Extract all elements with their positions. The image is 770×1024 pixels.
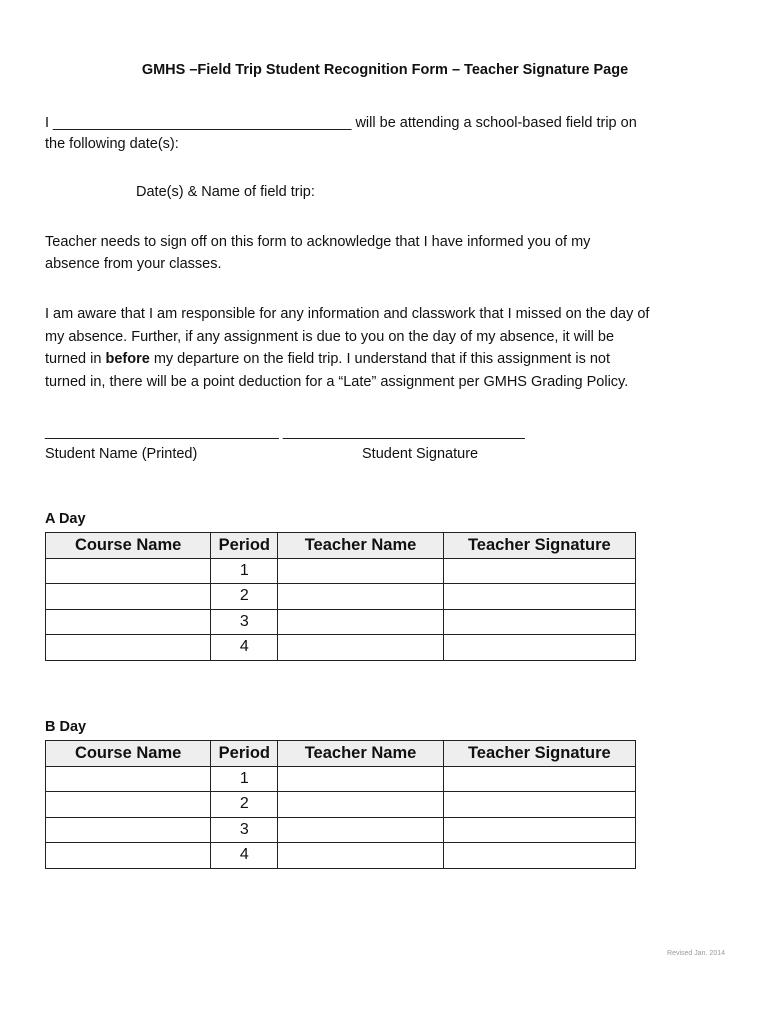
table-header-row — [46, 741, 636, 767]
table-row — [46, 558, 636, 584]
teacher-name-cell[interactable] — [278, 584, 443, 610]
paragraph-2-line-1: I am aware that I am responsible for any information and classwork that I missed on the day of — [45, 306, 650, 322]
teacher-signature-header: Teacher Signature — [443, 741, 635, 767]
paragraph-1-line-2: absence from your classes. — [45, 256, 222, 272]
teacher-signature-cell[interactable] — [443, 766, 635, 792]
paragraph-2-line-3-end: my departure on the field trip. I understand that if this assignment is not — [149, 351, 611, 367]
table-row — [46, 817, 636, 843]
a-day-table — [45, 532, 636, 661]
b-day-label: B Day — [45, 719, 87, 735]
form-title: GMHS –Field Trip Student Recognition Form – Teacher Signature Page — [141, 62, 629, 78]
teacher-name-cell[interactable] — [278, 635, 443, 661]
intro-line-2: the following date(s): — [45, 136, 179, 152]
table-header-row — [46, 533, 636, 559]
student-signature-label: Student Signature — [362, 446, 479, 462]
period-cell: 4 — [211, 843, 278, 869]
period-cell: 1 — [211, 558, 278, 584]
course-name-cell[interactable] — [46, 558, 211, 584]
course-name-cell[interactable] — [46, 766, 211, 792]
student-name-label: Student Name (Printed) — [45, 446, 198, 462]
intro-line-1: I _____________________________________ will be attending a school-based field trip on — [45, 115, 637, 131]
table-row — [46, 635, 636, 661]
course-name-cell[interactable] — [46, 635, 211, 661]
paragraph-1-line-1: Teacher needs to sign off on this form to acknowledge that I have informed you of my — [45, 234, 591, 250]
b-day-table — [45, 740, 636, 869]
teacher-signature-cell[interactable] — [443, 635, 635, 661]
teacher-name-header: Teacher Name — [278, 741, 443, 767]
table-row — [46, 792, 636, 818]
teacher-signature-cell[interactable] — [443, 817, 635, 843]
signature-lines: _____________________________ ______________________________ — [45, 424, 525, 440]
teacher-name-cell[interactable] — [278, 766, 443, 792]
teacher-signature-cell[interactable] — [443, 843, 635, 869]
teacher-name-cell[interactable] — [278, 817, 443, 843]
revision-note: Revised Jan. 2014 — [667, 950, 725, 957]
course-name-cell[interactable] — [46, 817, 211, 843]
period-cell: 3 — [211, 609, 278, 635]
table-row — [46, 609, 636, 635]
table-row — [46, 766, 636, 792]
period-cell: 4 — [211, 635, 278, 661]
paragraph-2-line-3 — [45, 351, 610, 367]
paragraph-2-line-2: my absence. Further, if any assignment is due to you on the day of my absence, it will be — [45, 329, 615, 345]
teacher-name-cell[interactable] — [278, 843, 443, 869]
teacher-signature-cell[interactable] — [443, 558, 635, 584]
a-day-label: A Day — [45, 511, 86, 527]
period-header: Period — [211, 741, 278, 767]
course-name-cell[interactable] — [46, 843, 211, 869]
period-cell: 2 — [211, 584, 278, 610]
teacher-signature-cell[interactable] — [443, 609, 635, 635]
course-name-cell[interactable] — [46, 792, 211, 818]
paragraph-2-bold-word: before — [105, 351, 150, 367]
period-cell: 1 — [211, 766, 278, 792]
paragraph-2-line-3-start: turned in — [45, 351, 106, 367]
teacher-signature-cell[interactable] — [443, 792, 635, 818]
teacher-signature-header: Teacher Signature — [443, 533, 635, 559]
teacher-signature-cell[interactable] — [443, 584, 635, 610]
course-name-cell[interactable] — [46, 609, 211, 635]
table-row — [46, 584, 636, 610]
dates-label: Date(s) & Name of field trip: — [136, 184, 315, 200]
teacher-name-cell[interactable] — [278, 609, 443, 635]
table-row — [46, 843, 636, 869]
course-name-cell[interactable] — [46, 584, 211, 610]
teacher-name-header: Teacher Name — [278, 533, 443, 559]
period-cell: 2 — [211, 792, 278, 818]
period-cell: 3 — [211, 817, 278, 843]
paragraph-2-line-4: turned in, there will be a point deduction for a “Late” assignment per GMHS Grading Policy. — [45, 374, 629, 390]
course-name-header: Course Name — [46, 533, 211, 559]
period-header: Period — [211, 533, 278, 559]
course-name-header: Course Name — [46, 741, 211, 767]
teacher-name-cell[interactable] — [278, 558, 443, 584]
teacher-name-cell[interactable] — [278, 792, 443, 818]
